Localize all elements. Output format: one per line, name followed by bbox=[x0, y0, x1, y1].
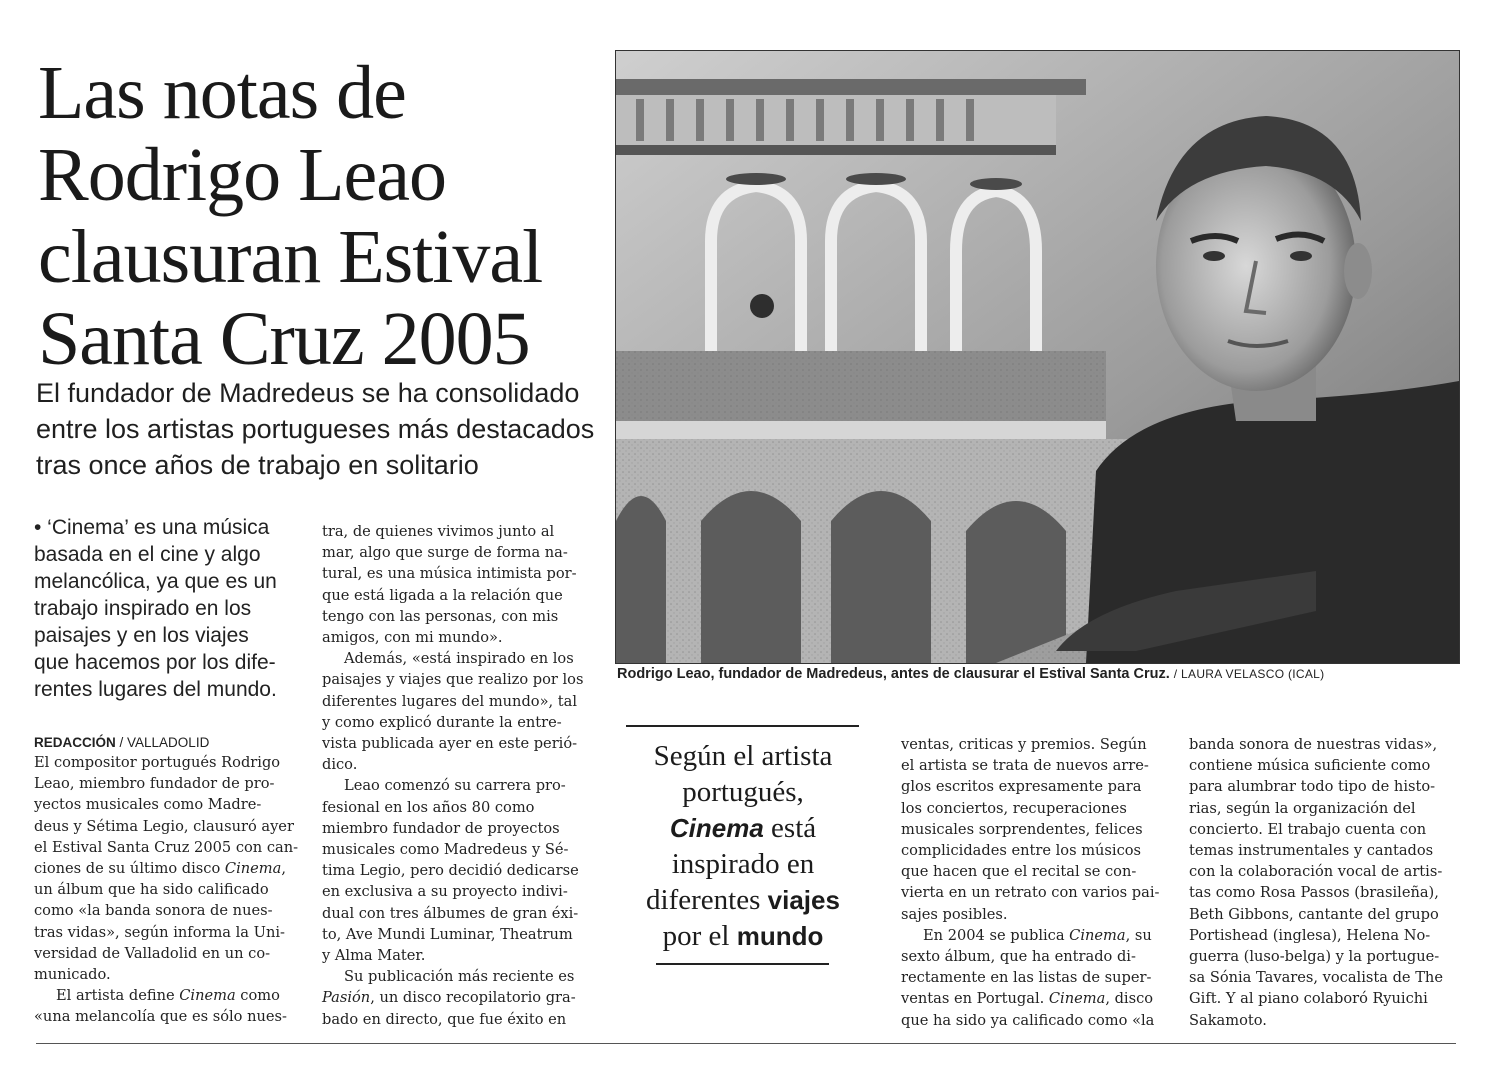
text-line: mar, algo que surge de forma na- bbox=[322, 544, 568, 562]
summary-line: melancólica, ya que es un bbox=[34, 570, 277, 593]
text-line: en exclusiva a su proyecto indivi- bbox=[322, 883, 568, 901]
text-line: Portishead (inglesa), Helena No- bbox=[1189, 926, 1431, 944]
photo-illustration bbox=[616, 51, 1459, 663]
text-line: temas instrumentales y cantados bbox=[1189, 842, 1434, 860]
text-line: tima Legio, pero decidió dedicarse bbox=[322, 862, 579, 880]
body-column-2 bbox=[322, 521, 592, 1030]
body-column-3 bbox=[901, 734, 1173, 1031]
text-line: fesional en los años 80 como bbox=[322, 798, 535, 816]
text-line: to, Ave Mundi Luminar, Theatrum bbox=[322, 925, 573, 943]
text-run: ventas en Portugal. bbox=[901, 990, 1049, 1008]
text-line: tra, de quienes vivimos junto al bbox=[322, 523, 555, 540]
text-line: los conciertos, recuperaciones bbox=[901, 799, 1127, 817]
text-line: rias, según la organización del bbox=[1189, 799, 1416, 817]
text-line: para alumbrar todo tipo de histo- bbox=[1189, 778, 1436, 796]
text-line: que ha sido ya calificado como «la bbox=[901, 1011, 1155, 1029]
text-line: guerra (luso-belga) y la portugue- bbox=[1189, 948, 1440, 966]
text-run: ciones de su último disco bbox=[34, 860, 225, 878]
photo-credit: / LAURA VELASCO (ICAL) bbox=[1173, 667, 1325, 681]
text-run: El artista define bbox=[56, 987, 180, 1005]
text-line: vista publicada ayer en este perió- bbox=[322, 735, 578, 753]
text-line: sa Sónia Tavares, vocalista de The bbox=[1189, 969, 1443, 987]
text-line bbox=[901, 988, 1173, 1009]
text-run: diferentes bbox=[646, 884, 768, 916]
text-line: Gift. Y al piano colaboró Ryuichi bbox=[1189, 990, 1428, 1008]
text-line: concierto. El trabajo cuenta con bbox=[1189, 820, 1427, 838]
album-title: Cinema bbox=[179, 987, 236, 1005]
text-line: Sakamoto. bbox=[1189, 1011, 1267, 1029]
text-line: yectos musicales como Madre- bbox=[34, 796, 262, 814]
text-line: «una melancolía que es sólo nues- bbox=[34, 1008, 287, 1026]
byline-location: / VALLADOLID bbox=[119, 735, 210, 750]
text-run: , disco bbox=[1105, 990, 1154, 1008]
text-line bbox=[322, 987, 592, 1008]
text-line: glos escritos expresamente para bbox=[901, 778, 1142, 796]
text-line: diferentes lugares del mundo», tal bbox=[322, 692, 578, 710]
text-line: sexto álbum, que ha entrado di- bbox=[901, 948, 1136, 966]
text-line: sajes posibles. bbox=[901, 905, 1008, 923]
text-line: banda sonora de nuestras vidas», bbox=[1189, 736, 1438, 753]
body-column-4 bbox=[1189, 734, 1461, 1031]
pullquote-album: Cinema bbox=[669, 813, 764, 843]
subhead-line: entre los artistas portugueses más destacados bbox=[36, 414, 595, 444]
text-line: contiene música suficiente como bbox=[1189, 757, 1431, 775]
pullquote-line: Según el artista bbox=[653, 740, 833, 772]
text-line: el artista se trata de nuevos arre- bbox=[901, 757, 1149, 775]
text-line: y como explicó durante la entre- bbox=[322, 713, 562, 731]
summary-line: • ‘Cinema’ es una música bbox=[34, 516, 270, 539]
text-line: miembro fundador de proyectos bbox=[322, 819, 560, 837]
text-line: Beth Gibbons, cantante del grupo bbox=[1189, 905, 1439, 923]
text-line: bado en directo, que fue éxito en bbox=[322, 1010, 567, 1028]
album-title: Cinema bbox=[224, 860, 282, 878]
text-line: Su publicación más reciente es bbox=[344, 968, 575, 986]
text-run: por el bbox=[662, 920, 737, 952]
summary-line: trabajo inspirado en los bbox=[34, 597, 252, 620]
text-line: tengo con las personas, con mis bbox=[322, 607, 559, 625]
headline-line: Las notas de bbox=[38, 51, 406, 135]
text-line: vierta en un retrato con varios pai- bbox=[901, 884, 1160, 902]
byline bbox=[34, 734, 304, 752]
pullquote-line bbox=[616, 810, 870, 846]
album-title: Cinema bbox=[1048, 990, 1106, 1008]
text-line: el Estival Santa Cruz 2005 con can- bbox=[34, 838, 299, 856]
summary-bullet bbox=[34, 514, 294, 703]
headline-line: clausuran Estival bbox=[38, 215, 543, 299]
text-line: rectamente en las listas de super- bbox=[901, 969, 1152, 987]
text-line: un álbum que ha sido calificado bbox=[34, 881, 269, 899]
pullquote-line: inspirado en bbox=[671, 848, 815, 880]
byline-author: REDACCIÓN bbox=[34, 735, 116, 750]
text-line: municado. bbox=[34, 966, 111, 984]
text-line: que está ligada a la relación que bbox=[322, 586, 563, 604]
headline-line: Santa Cruz 2005 bbox=[38, 297, 530, 381]
text-line: Leao, miembro fundador de pro- bbox=[34, 775, 275, 793]
summary-line: basada en el cine y algo bbox=[34, 543, 261, 566]
caption-text: Rodrigo Leao, fundador de Madredeus, antes de clausurar el Estival Santa Cruz. bbox=[617, 666, 1170, 682]
album-title: Pasión bbox=[322, 989, 371, 1007]
bottom-rule bbox=[36, 1043, 1456, 1044]
text-line: tural, es una música intimista por- bbox=[322, 565, 577, 583]
text-line: dual con tres álbumes de gran éxi- bbox=[322, 904, 579, 922]
photo-caption bbox=[617, 666, 1477, 682]
text-line: Además, «está inspirado en los bbox=[344, 650, 574, 668]
text-line: El compositor portugués Rodrigo bbox=[34, 754, 281, 771]
text-line: complicidades entre los músicos bbox=[901, 842, 1142, 860]
text-line: ventas, criticas y premios. Según bbox=[901, 736, 1147, 753]
subheadline bbox=[36, 375, 616, 483]
pullquote-rule-bottom bbox=[656, 963, 829, 965]
text-run: , su bbox=[1125, 926, 1152, 944]
text-line: Leao comenzó su carrera pro- bbox=[344, 777, 566, 795]
text-line bbox=[901, 925, 1173, 946]
pullquote-rule-top bbox=[626, 725, 859, 727]
text-line: y Alma Mater. bbox=[322, 947, 426, 965]
text-line: deus y Sétima Legio, clausuró ayer bbox=[34, 817, 294, 835]
text-line: amigos, con mi mundo». bbox=[322, 629, 503, 647]
text-line: musicales sorprendentes, felices bbox=[901, 820, 1143, 838]
text-line: tras vidas», según informa la Uni- bbox=[34, 923, 285, 941]
pullquote bbox=[616, 738, 870, 954]
text-line: versidad de Valladolid en un co- bbox=[34, 944, 271, 962]
headline bbox=[38, 52, 598, 380]
subhead-line: tras once años de trabajo en solitario bbox=[36, 450, 479, 480]
text-line: musicales como Madredeus y Sé- bbox=[322, 841, 569, 859]
text-line: paisajes y viajes que realizo por los bbox=[322, 671, 584, 689]
text-line: dico. bbox=[322, 756, 358, 774]
text-line: con la colaboración vocal de artis- bbox=[1189, 863, 1443, 881]
photo-rodrigo-leao bbox=[615, 50, 1460, 664]
text-line: como «la banda sonora de nues- bbox=[34, 902, 273, 920]
text-line bbox=[34, 985, 304, 1006]
text-run: , bbox=[281, 860, 286, 878]
headline-line: Rodrigo Leao bbox=[38, 133, 447, 217]
text-line: tas como Rosa Passos (brasileña), bbox=[1189, 884, 1439, 902]
summary-line: paisajes y en los viajes bbox=[34, 624, 249, 647]
summary-line: que hacemos por los dife- bbox=[34, 651, 276, 674]
pullquote-emphasis: viajes bbox=[767, 885, 840, 915]
text-run: como bbox=[235, 987, 280, 1005]
text-run: En 2004 se publica bbox=[923, 926, 1070, 944]
pullquote-line bbox=[616, 882, 870, 918]
text-line bbox=[34, 858, 304, 879]
subhead-line: El fundador de Madredeus se ha consolidado bbox=[36, 378, 580, 408]
body-column-1 bbox=[34, 734, 304, 1028]
text-run: está bbox=[763, 812, 817, 844]
text-line: que hacen que el recital se con- bbox=[901, 863, 1137, 881]
album-title: Cinema bbox=[1069, 926, 1126, 944]
pullquote-emphasis: mundo bbox=[736, 921, 824, 951]
pullquote-line: portugués, bbox=[682, 776, 804, 808]
pullquote-line bbox=[616, 918, 870, 954]
text-run: , un disco recopilatorio gra- bbox=[370, 989, 576, 1007]
summary-line: rentes lugares del mundo. bbox=[34, 678, 277, 701]
